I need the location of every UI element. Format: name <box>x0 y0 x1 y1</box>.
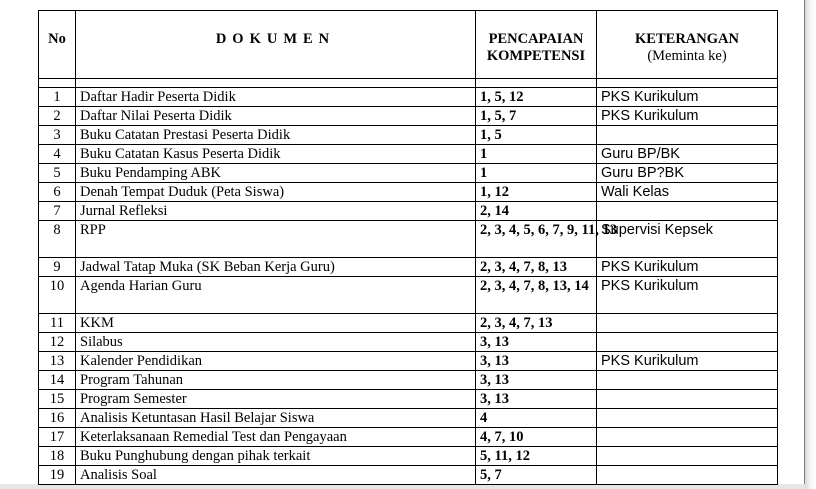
table-row <box>39 428 778 447</box>
header-dokumen: DOKUMEN <box>76 11 476 79</box>
document-table <box>38 10 778 485</box>
row-pencapaian: 3, 13 <box>476 352 597 371</box>
row-pencapaian: 1, 12 <box>476 183 597 202</box>
table-header <box>39 11 778 79</box>
row-pencapaian: 3, 13 <box>476 390 597 409</box>
row-dokumen: Analisis Soal <box>76 466 476 485</box>
row-no: 17 <box>39 428 76 447</box>
row-dokumen: Agenda Harian Guru <box>76 277 476 314</box>
row-pencapaian: 2, 14 <box>476 202 597 221</box>
row-no: 4 <box>39 145 76 164</box>
row-no: 12 <box>39 333 76 352</box>
row-no: 19 <box>39 466 76 485</box>
row-keterangan: Wali Kelas <box>597 183 778 202</box>
table-row <box>39 107 778 126</box>
row-pencapaian: 2, 3, 4, 7, 13 <box>476 314 597 333</box>
row-no: 2 <box>39 107 76 126</box>
row-dokumen: KKM <box>76 314 476 333</box>
row-dokumen: Buku Punghubung dengan pihak terkait <box>76 447 476 466</box>
header-pencapaian-line2: KOMPETENSI <box>486 48 586 64</box>
table-row <box>39 145 778 164</box>
table-row <box>39 258 778 277</box>
row-keterangan: PKS Kurikulum <box>597 258 778 277</box>
row-keterangan: PKS Kurikulum <box>597 277 778 314</box>
row-pencapaian: 4 <box>476 409 597 428</box>
row-no: 14 <box>39 371 76 390</box>
row-pencapaian: 1 <box>476 164 597 183</box>
table-row <box>39 183 778 202</box>
table-row <box>39 88 778 107</box>
row-no: 6 <box>39 183 76 202</box>
row-keterangan: PKS Kurikulum <box>597 88 778 107</box>
row-dokumen: Buku Catatan Prestasi Peserta Didik <box>76 126 476 145</box>
row-keterangan <box>597 202 778 221</box>
row-pencapaian: 1, 5, 7 <box>476 107 597 126</box>
row-keterangan <box>597 126 778 145</box>
table-row <box>39 277 778 314</box>
row-pencapaian: 4, 7, 10 <box>476 428 597 447</box>
row-pencapaian: 5, 11, 12 <box>476 447 597 466</box>
row-dokumen: Jadwal Tatap Muka (SK Beban Kerja Guru) <box>76 258 476 277</box>
table-row <box>39 333 778 352</box>
row-pencapaian: 1 <box>476 145 597 164</box>
header-no: No <box>39 11 76 79</box>
table-row <box>39 447 778 466</box>
row-no: 10 <box>39 277 76 314</box>
table-row <box>39 390 778 409</box>
row-pencapaian: 1, 5 <box>476 126 597 145</box>
row-dokumen: Daftar Hadir Peserta Didik <box>76 88 476 107</box>
row-dokumen: Daftar Nilai Peserta Didik <box>76 107 476 126</box>
row-pencapaian: 1, 5, 12 <box>476 88 597 107</box>
table-row <box>39 352 778 371</box>
header-pencapaian-line1: PENCAPAIAN <box>488 31 584 47</box>
row-no: 3 <box>39 126 76 145</box>
row-keterangan <box>597 466 778 485</box>
row-no: 7 <box>39 202 76 221</box>
row-dokumen: RPP <box>76 221 476 258</box>
table-row <box>39 371 778 390</box>
row-no: 8 <box>39 221 76 258</box>
table-row <box>39 409 778 428</box>
page-edge-shadow <box>805 0 816 489</box>
row-keterangan <box>597 390 778 409</box>
row-dokumen: Buku Catatan Kasus Peserta Didik <box>76 145 476 164</box>
row-pencapaian: 5, 7 <box>476 466 597 485</box>
row-pencapaian: 3, 13 <box>476 333 597 352</box>
row-no: 9 <box>39 258 76 277</box>
row-no: 5 <box>39 164 76 183</box>
row-dokumen: Program Tahunan <box>76 371 476 390</box>
row-no: 13 <box>39 352 76 371</box>
header-keterangan-line1: KETERANGAN <box>635 31 739 47</box>
row-pencapaian: 3, 13 <box>476 371 597 390</box>
table-row <box>39 466 778 485</box>
spacer-row <box>39 79 778 88</box>
row-keterangan: Guru BP/BK <box>597 145 778 164</box>
row-no: 16 <box>39 409 76 428</box>
row-no: 15 <box>39 390 76 409</box>
header-row <box>39 11 778 79</box>
row-keterangan: Guru BP?BK <box>597 164 778 183</box>
row-dokumen: Silabus <box>76 333 476 352</box>
row-no: 1 <box>39 88 76 107</box>
table-row <box>39 221 778 258</box>
row-no: 18 <box>39 447 76 466</box>
header-keterangan-line2: (Meminta ke) <box>647 48 727 64</box>
row-keterangan <box>597 447 778 466</box>
row-dokumen: Program Semester <box>76 390 476 409</box>
row-dokumen: Jurnal Refleksi <box>76 202 476 221</box>
header-pencapaian <box>476 11 597 79</box>
table-body <box>39 79 778 485</box>
row-dokumen: Kalender Pendidikan <box>76 352 476 371</box>
header-keterangan <box>597 11 778 79</box>
row-dokumen: Denah Tempat Duduk (Peta Siswa) <box>76 183 476 202</box>
row-keterangan <box>597 314 778 333</box>
row-keterangan <box>597 409 778 428</box>
row-keterangan <box>597 428 778 447</box>
row-dokumen: Keterlaksanaan Remedial Test dan Pengayaan <box>76 428 476 447</box>
row-pencapaian: 2, 3, 4, 7, 8, 13, 14 <box>476 277 597 314</box>
row-pencapaian: 2, 3, 4, 7, 8, 13 <box>476 258 597 277</box>
row-keterangan: PKS Kurikulum <box>597 352 778 371</box>
table-row <box>39 164 778 183</box>
table-row <box>39 314 778 333</box>
row-keterangan: PKS Kurikulum <box>597 107 778 126</box>
row-keterangan: Supervisi Kepsek <box>597 221 778 258</box>
row-dokumen: Buku Pendamping ABK <box>76 164 476 183</box>
row-keterangan <box>597 371 778 390</box>
row-pencapaian: 2, 3, 4, 5, 6, 7, 9, 11, 13 <box>476 221 597 258</box>
row-no: 11 <box>39 314 76 333</box>
table-row <box>39 202 778 221</box>
table-row <box>39 126 778 145</box>
row-dokumen: Analisis Ketuntasan Hasil Belajar Siswa <box>76 409 476 428</box>
row-keterangan <box>597 333 778 352</box>
